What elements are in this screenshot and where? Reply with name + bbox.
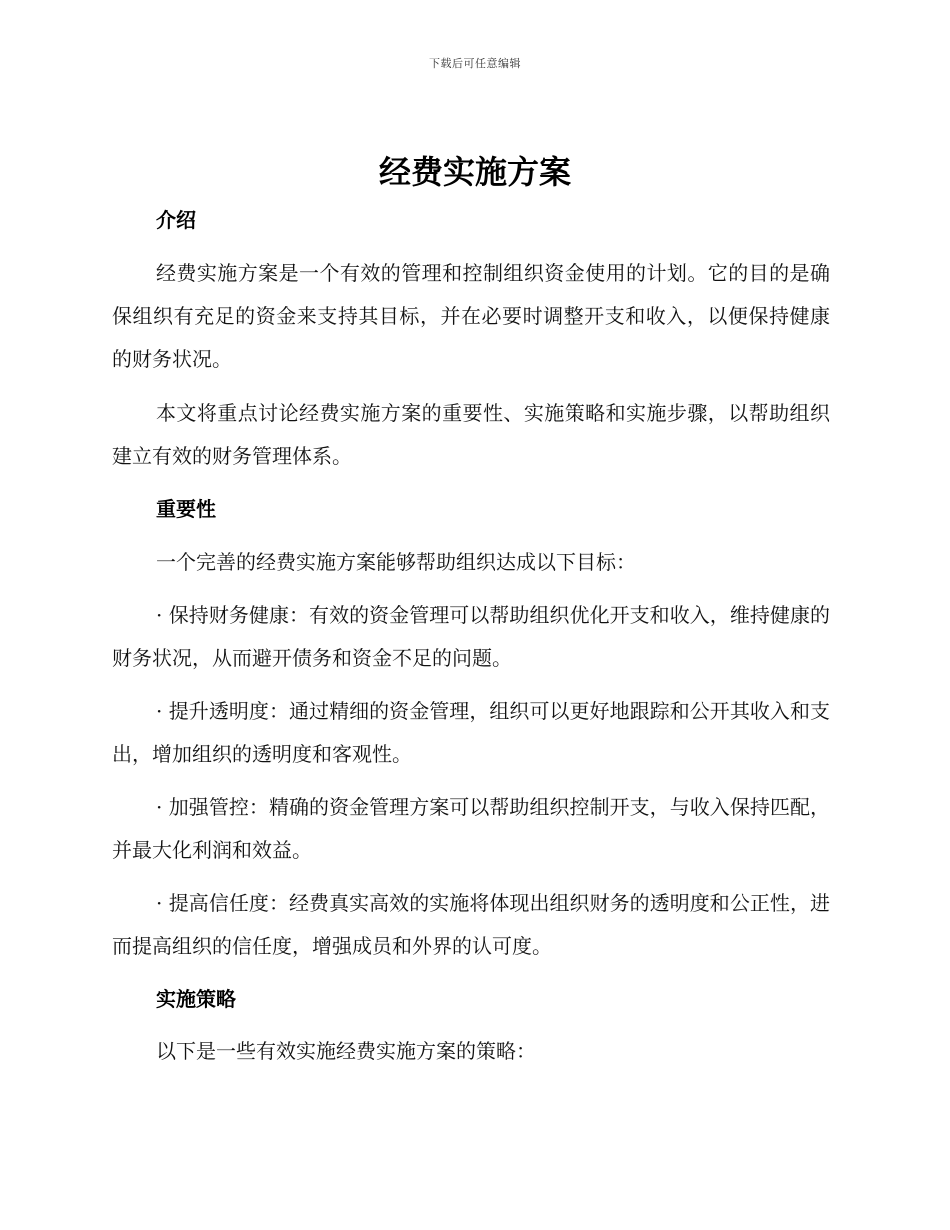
section-heading-intro: 介绍 xyxy=(156,208,196,232)
intro-paragraph-2: 本文将重点讨论经费实施方案的重要性、实施策略和实施步骤，以帮助组织建立有效的财务管理体系。 xyxy=(112,401,830,468)
importance-bullet-trust: · 提高信任度：经费真实高效的实施将体现出组织财务的透明度和公正性，进而提高组织的信任度，增强成员和外界的认可度。 xyxy=(112,891,830,958)
document-body xyxy=(112,200,830,1073)
running-header: 下载后可任意编辑 xyxy=(429,57,521,70)
intro-paragraph-1: 经费实施方案是一个有效的管理和控制组织资金使用的计划。它的目的是确保组织有充足的资金来支持其目标，并在必要时调整开支和收入，以便保持健康的财务状况。 xyxy=(112,261,830,371)
section-heading-importance: 重要性 xyxy=(156,497,216,521)
importance-bullet-control: · 加强管控：精确的资金管理方案可以帮助组织控制开支，与收入保持匹配，并最大化利润和效益。 xyxy=(112,795,830,862)
document-title: 经费实施方案 xyxy=(378,153,571,191)
section-heading-strategy: 实施策略 xyxy=(156,987,236,1011)
strategy-lead-paragraph: 以下是一些有效实施经费实施方案的策略： xyxy=(156,1039,536,1063)
importance-lead-paragraph: 一个完善的经费实施方案能够帮助组织达成以下目标： xyxy=(156,550,636,574)
importance-bullet-transparency: · 提升透明度：通过精细的资金管理，组织可以更好地跟踪和公开其收入和支出，增加组织的透明度和客观性。 xyxy=(112,699,830,766)
importance-bullet-financial-health: · 保持财务健康：有效的资金管理可以帮助组织优化开支和收入，维持健康的财务状况，从而避开债务和资金不足的问题。 xyxy=(112,603,830,670)
